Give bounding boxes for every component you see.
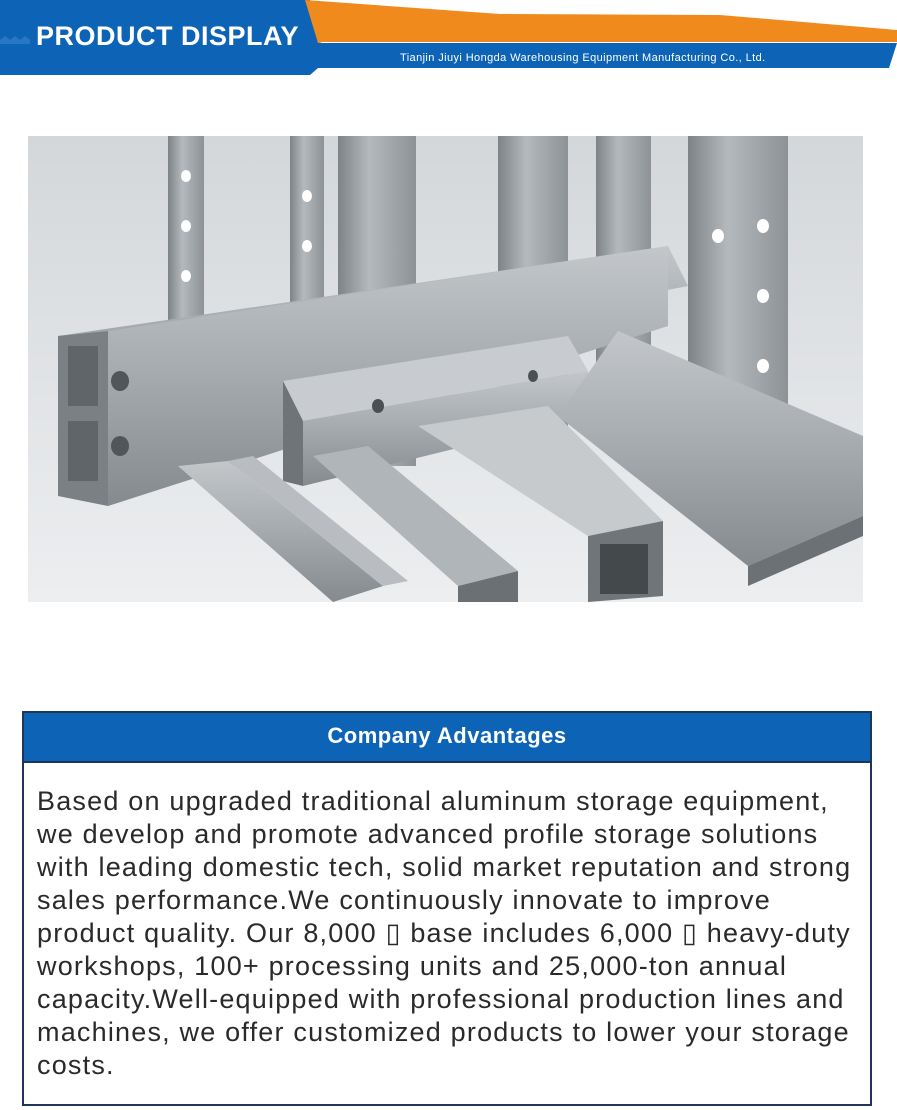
advantages-heading: Company Advantages — [24, 713, 870, 763]
company-advantages-panel — [22, 711, 872, 1106]
header-banner — [0, 0, 897, 75]
company-name: Tianjin Jiuyi Hongda Warehousing Equipment Manufacturing Co., Ltd. — [400, 52, 766, 64]
advantages-text: Based on upgraded traditional aluminum storage equipment, we develop and promote advanced profile storage solutions with leading domestic tech, solid market reputation and strong sales performance.We continuously innovate to improve product quality. Our 8,000 ▯ base includes 6,000 ▯ heavy-duty workshops, 100+ processing units and 25,000-ton annual capacity.Well-equipped with professional production lines and machines, we offer customized products to lower your storage costs. — [37, 786, 852, 1080]
product-photo — [28, 136, 863, 602]
page-title: PRODUCT DISPLAY — [36, 21, 300, 51]
